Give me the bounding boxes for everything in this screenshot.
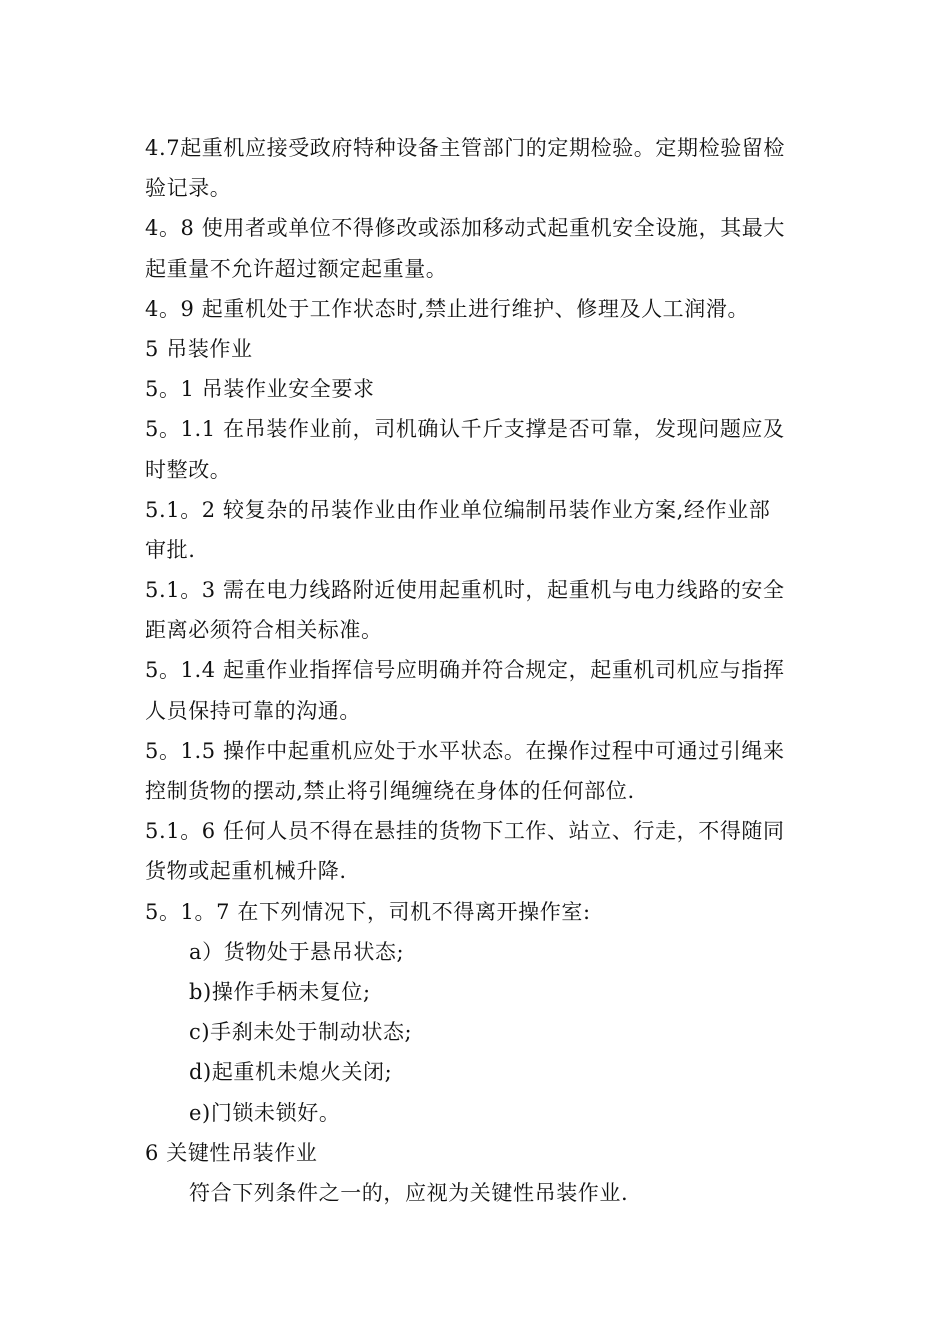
text-line: 人员保持可靠的沟通。 bbox=[145, 698, 361, 723]
list-item: c)手刹未处于制动状态; bbox=[189, 1020, 413, 1045]
text-line: 5.1。3 需在电力线路附近使用起重机时，起重机与电力线路的安全 bbox=[145, 578, 785, 603]
text-line: 5。1.4 起重作业指挥信号应明确并符合规定，起重机司机应与指挥 bbox=[145, 658, 785, 683]
text-line: 时整改。 bbox=[145, 457, 232, 482]
text-line: 货物或起重机械升降. bbox=[145, 859, 347, 884]
text-line: 起重量不允许超过额定起重量。 bbox=[145, 256, 448, 281]
list-item: b)操作手柄未复位; bbox=[189, 979, 371, 1004]
text-line: 5。1.1 在吊装作业前，司机确认千斤支撑是否可靠，发现问题应及 bbox=[145, 417, 785, 442]
text-line: 4.7起重机应接受政府特种设备主管部门的定期检验。定期检验留检 bbox=[145, 136, 785, 160]
text-line: 4。9 起重机处于工作状态时,禁止进行维护、修理及人工润滑。 bbox=[145, 296, 750, 321]
text-line: 距离必须符合相关标准。 bbox=[145, 618, 383, 643]
text-line: 符合下列条件之一的，应视为关键性吊装作业. bbox=[189, 1180, 629, 1205]
text-line: 5。1。7 在下列情况下，司机不得离开操作室: bbox=[145, 899, 591, 924]
text-line: 控制货物的摆动,禁止将引绳缠绕在身体的任何部位. bbox=[145, 779, 635, 803]
text-line: 5.1。2 较复杂的吊装作业由作业单位编制吊装作业方案,经作业部 bbox=[145, 497, 771, 522]
section-heading: 5 吊装作业 bbox=[145, 336, 253, 361]
text-line: 5.1。6 任何人员不得在悬挂的货物下工作、站立、行走，不得随同 bbox=[145, 819, 785, 844]
document-body bbox=[145, 128, 825, 1213]
section-heading: 6 关键性吊装作业 bbox=[145, 1140, 318, 1165]
text-line: 5。1.5 操作中起重机应处于水平状态。在操作过程中可通过引绳来 bbox=[145, 738, 785, 763]
subsection-heading: 5。1 吊装作业安全要求 bbox=[145, 377, 375, 402]
text-line: 4。8 使用者或单位不得修改或添加移动式起重机安全设施，其最大 bbox=[145, 216, 785, 241]
list-item: d)起重机未熄火关闭; bbox=[189, 1060, 393, 1085]
text-line: 验记录。 bbox=[145, 176, 232, 201]
list-item: e)门锁未锁好。 bbox=[189, 1100, 341, 1125]
text-line: 审批. bbox=[145, 537, 196, 562]
list-item: a）货物处于悬吊状态; bbox=[189, 939, 405, 964]
